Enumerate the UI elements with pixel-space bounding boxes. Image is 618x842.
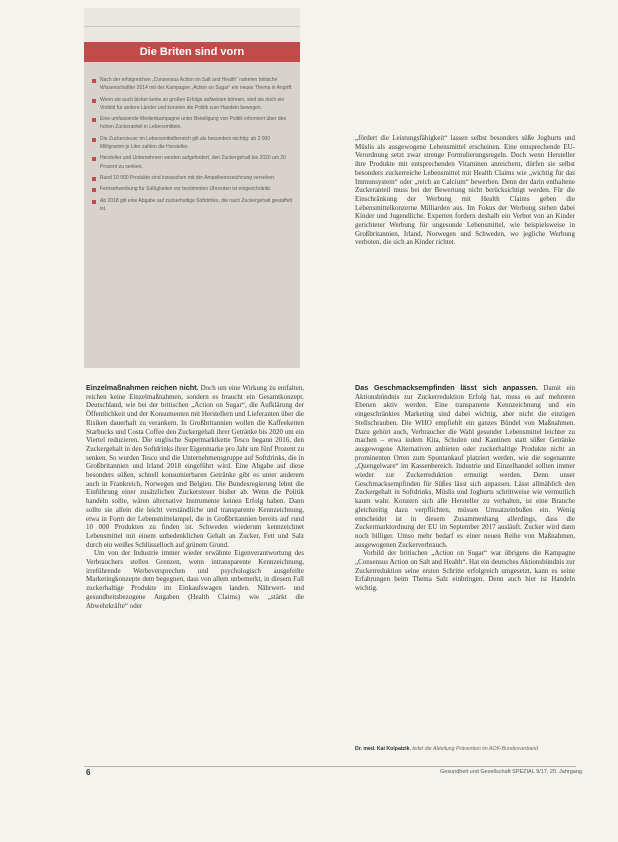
right-column-top [355,134,575,247]
footer-rule [84,766,576,767]
info-box-item: Nach der erfolgreichen „Consensus Action on Salt and Health“ nahmen britische Wissenschaftler 2014 mit der Kampagne „Action on Sugar“ ein neues Thema in Angriff. [92,76,294,93]
section-heading: Einzelmaßnahmen reichen nicht. [86,383,199,392]
info-box-item: Ab 2018 gilt eine Abgabe auf zuckerhaltige Softdrinks, die nach Zuckergehalt gestaffelt ist. [92,197,294,214]
top-band-rule [84,26,300,27]
paragraph: Um von der Industrie immer wieder erwähnte Eigenverantwortung des Verbrauchers stellen Grenzen, wenn intransparente Kennzeichnung, irreführende Werbeversprechen und psychologisch ausgefeilte Marketingkonzepte dem begegnen, dass von allem unbemerkt, in diesem Fall zuckerhaltige Produkte im Einkaufswagen landen. Nährwert- und gesundheitsbezogene Angaben (Health Claims) wie „stärkt die Abwehrkräfte“ oder [86,549,304,610]
info-box-item: Die Zuckersteuer im Lebensmittelbereich gilt als besonders wichtig: ab 2 000 Milligramm je Liter zahlen die Hersteller. [92,135,294,152]
journal-footer: Gesundheit und Gesellschaft SPEZIAL 9/17, 20. Jahrgang [440,769,582,775]
info-box-item: Wenn sie auch bisher keine so großen Erfolge aufweisen können, sind sie doch ein Vorbild für andere Länder und konnten die Politik zum Handeln bewegen. [92,96,294,113]
paragraph-text: Damit ein Aktionsbündnis zur Zuckerreduktion Erfolg hat, muss es auf mehreren Ebenen aktiv werden. Eine transparente Kennzeichnung und ein eingeschränktes Marketing sind dabei wichtig, aber nicht die einzigen Stellschrauben. Die WHO empfiehlt ein ganzes Bündel von Maßnahmen. Dazu gehört auch, Verbraucher die Wahl gesunder Lebensmittel leichter zu machen – etwa indem Kita, Schulen und Kantinen statt süßer Getränke ausgewogene Alternativen anbieten oder zuckerhaltige Produkte nicht an prominenten Orten zum Spontankauf platziert werden, wie die sogenannte „Quengelware“ im Kassenbereich. Industrie und Einzelhandel sollten immer wieder zur Zuckerreduktion ermutigt werden. Denn unser Geschmacksempfinden für Süßes lässt sich anpassen. Lässt allmählich den Zuckergehalt in Softdrinks, Müslis und Joghurts schrittweise wie vermutlich kaum wahr. Konzern sich alle Hersteller zu verhalten, ist eine Branche gleichzeitig dazu verpflichten, müssen Umsatzeinbußen ein. Wenig entscheidet ist in diesem Zusammenhang allerdings, dass die Zuckermarktordnung der EU im September 2017 ausläuft. Zucker wird dann noch billiger. Umso mehr bedarf es einer neuen Reihe von Maßnahmen, ausgewogenen Zuckerverbrauch. [355,384,575,549]
info-box-list [92,76,294,216]
right-column [355,384,575,593]
info-box-item: Hersteller und Unternehmen werden aufgefordert, den Zuckergehalt bis 2020 um 20 Prozent zu senken. [92,154,294,171]
info-box-item: Eine umfassende Medienkampagne unter Beteiligung von Politik informiert über den hohen Zuckeranteil in Lebensmitteln. [92,115,294,132]
info-box-title: Die Briten sind vorn [84,42,300,62]
author-credit: Dr. med. Kai Kolpatzik, leitet die Abteilung Prävention im AOK-Bundesverband [355,746,539,752]
page-number: 6 [86,768,91,777]
paragraph: Vorbild der britischen „Action on Sugar“ war übrigens die Kampagne „Consensus Action on Salt and Health“. Hat ein deutsches Aktionsbündnis zur Zuckerreduktion seine ersten Schritte erfolgreich umgesetzt, kann es seine Erfahrungen beim Thema Salz einbringen. Denn auch hier ist Handeln wichtig. [355,549,575,593]
paragraph: „fördert die Leistungsfähigkeit“ lassen selbst besonders süße Joghurts und Müslis als ausgewogene Lebensmittel erscheinen. Eine entsprechende EU-Verordnung setzt zwar strenge Formulierungsregeln. Doch wenn Hersteller ihre Produkte mit entsprechenden Vitaminen anreichern, dürfen sie selbst besonders zuckerreiche Lebensmittel mit Health Claims wie „wichtig für das Immunsystem“ oder „reich an Calcium“ bewerben. Denn der darin enthaltene Zuckeranteil muss bei der Bewertung nicht berücksichtigt werden. Für die Einschränkung der Werbung mit Health Claims geben die Lebensmittelkonzerne Milliarden aus. Im Fokus der Werbung stehen dabei Kinder und Jugendliche. Experten fordern deshalb ein Verbot von an Kinder gerichteter Werbung für ungesunde Lebensmittel, wie beispielsweise in Großbritannien, Irland, Norwegen und Schweden, wo jegliche Werbung verboten, die sich an Kinder richtet. [355,134,575,247]
author-name: Dr. med. Kai Kolpatzik [355,746,410,752]
info-box [84,42,300,368]
author-role: leitet die Abteilung Prävention im AOK-Bundesverband [412,746,539,752]
info-box-item: Rund 10 000 Produkte sind inzwischen mit der Ampelkennzeichnung versehen. [92,174,294,182]
left-column [86,384,304,610]
paragraph [355,384,575,549]
paragraph-text: Doch um eine Wirkung zu entfalten, reichen keine Einzelmaßnahmen, sondern es braucht ein Gesamtkonzept. Deutschland, wie bei der britischen „Action on Sugar“, die Aufklärung der Öffentlichkeit und der Konsumenten mit Herstellern und Lieferanten über die Risiken dauerhaft zu verankern. In Großbritannien wollen die Kaffeeketten Starbucks und Costa Coffee den Zuckergehalt ihrer Getränke bis 2020 um ein Viertel reduzieren. Die englische Supermarktkette Tesco begann 2016, den Zuckergehalt in den Softdrinks ihrer Eigenmarke pro Jahr um fünf Prozent zu senken. So wurden Tesco und die Unternehmensgruppe auf Softdrinks, die in Großbritannien und Irland 2018 eingeführt wird. Eine Abgabe auf diese besonders süßen, schnell konsumierbaren Getränke gibt es unter anderem auch in Frankreich, Norwegen und Belgien. Die Bundesregierung lehnt die Einführung einer zusätzlichen Zuckersteuer bisher ab. Wenn die Politik handeln sollte, wären alternative Instrumente keinen Erfolg haben. Dann sollte sie allein die leicht verständliche und transparente Kennzeichnung, etwa in Form der Lebensmittelampel, die in Großbritannien bereits auf rund 10 000 Produkten zu finden ist. Schweden wiederum kennzeichnet Lebensmittel mit einem unbedenklichen Gehalt an Zucker, Fett und Salz durch ein weißes Schlüsselloch auf grünem Grund. [86,384,304,549]
info-box-item: Fernsehwerbung für Süßigkeiten vor bestimmten Uhrzeiten ist eingeschränkt. [92,185,294,193]
section-heading: Das Geschmacksempfinden lässt sich anpassen. [355,383,538,392]
paragraph [86,384,304,549]
top-band [84,8,300,42]
